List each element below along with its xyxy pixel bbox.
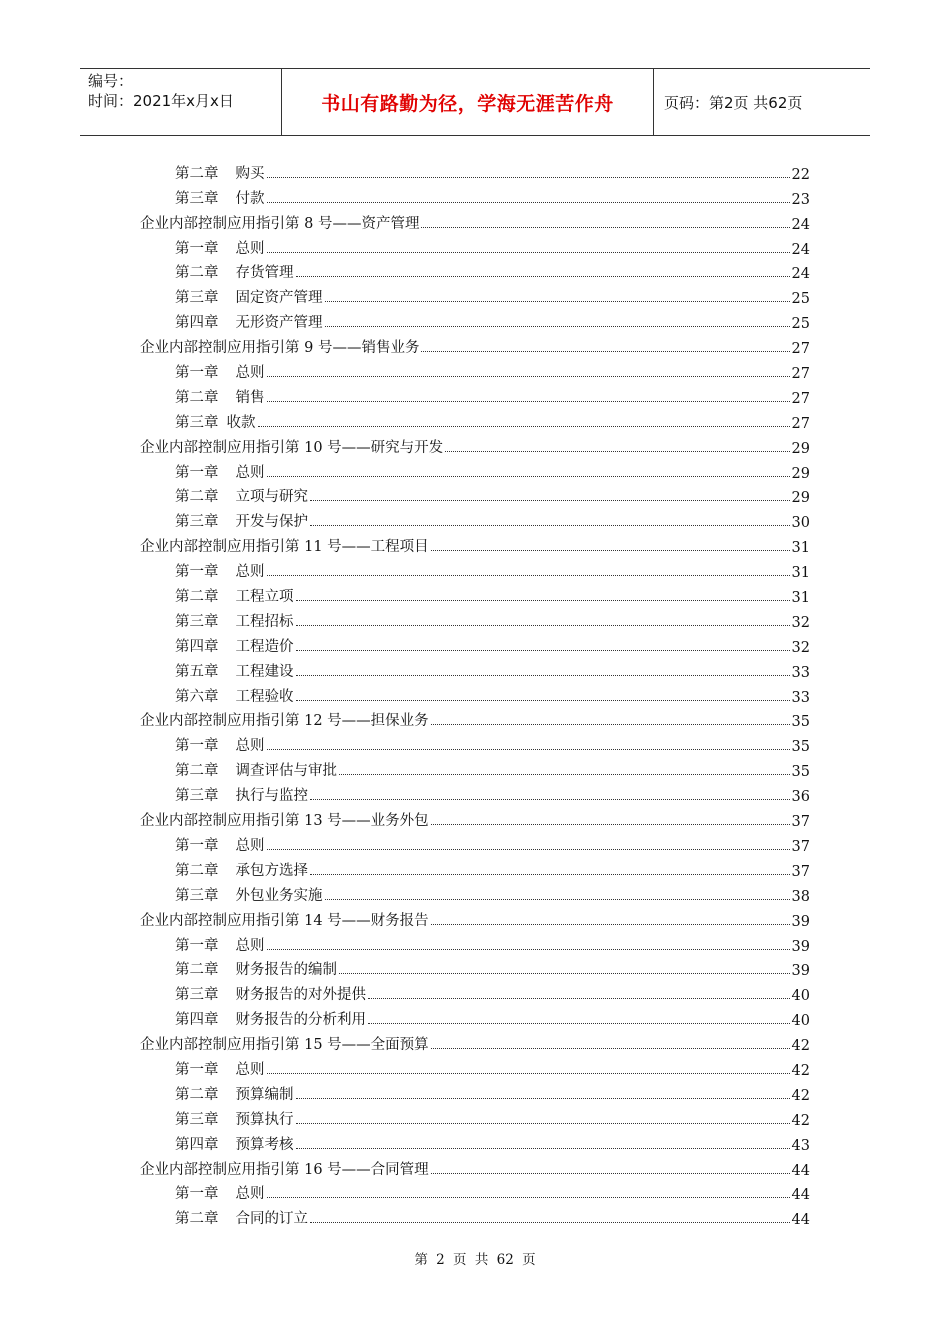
- toc-chapter-entry[interactable]: [140, 506, 810, 531]
- toc-dot-leader: [296, 625, 790, 626]
- toc-entry-title: 总则: [235, 464, 265, 481]
- toc-entry-label: [175, 311, 323, 332]
- toc-page-number: 29: [791, 440, 810, 457]
- footer-suffix: 页: [522, 1252, 536, 1268]
- toc-chapter-entry[interactable]: [140, 681, 810, 706]
- toc-entry-label: [175, 784, 308, 805]
- toc-chapter-number: 第二章: [175, 763, 219, 780]
- toc-entry-label: [175, 461, 265, 482]
- toc-page-number: 40: [791, 988, 810, 1005]
- toc-entry-label: [175, 1008, 366, 1029]
- toc-guideline-entry[interactable]: [140, 432, 810, 457]
- toc-entry-title: 企业内部控制应用指引第 11 号——工程项目: [140, 539, 429, 556]
- footer-prefix: 第: [414, 1252, 428, 1268]
- toc-entry-label: [140, 709, 429, 730]
- toc-entry-title: 购买: [235, 165, 265, 182]
- toc-chapter-number: 第二章: [175, 862, 219, 879]
- toc-dot-leader: [310, 799, 790, 800]
- toc-dot-leader: [267, 401, 790, 402]
- toc-chapter-number: 第三章: [175, 514, 219, 531]
- toc-page-number: 31: [791, 565, 810, 582]
- toc-dot-leader: [267, 202, 790, 203]
- toc-entry-title: 财务报告的对外提供: [235, 987, 366, 1004]
- toc-chapter-entry[interactable]: [140, 606, 810, 631]
- toc-chapter-number: 第一章: [175, 738, 219, 755]
- toc-dot-leader: [368, 1023, 790, 1024]
- toc-entry-label: [140, 212, 419, 233]
- toc-chapter-entry[interactable]: [140, 1129, 810, 1154]
- toc-dot-leader: [267, 949, 790, 950]
- toc-guideline-entry[interactable]: [140, 332, 810, 357]
- toc-dot-leader: [267, 177, 790, 178]
- toc-chapter-entry[interactable]: [140, 233, 810, 258]
- toc-chapter-entry[interactable]: [140, 1179, 810, 1204]
- toc-chapter-number: 第二章: [175, 962, 219, 979]
- toc-dot-leader: [445, 451, 789, 452]
- toc-entry-label: [175, 386, 265, 407]
- footer-mid2: 共: [474, 1252, 489, 1268]
- toc-chapter-entry[interactable]: [140, 656, 810, 681]
- toc-chapter-number: 第二章: [175, 1086, 219, 1103]
- toc-entry-label: [175, 1058, 265, 1079]
- toc-entry-title: 工程建设: [235, 663, 294, 680]
- toc-dot-leader: [296, 1148, 790, 1149]
- toc-entry-title: 预算编制: [235, 1086, 294, 1103]
- toc-chapter-number: 第三章: [175, 987, 219, 1004]
- toc-entry-label: [175, 834, 265, 855]
- toc-entry-title: 工程立项: [235, 589, 294, 606]
- toc-entry-title: 财务报告的分析利用: [235, 1012, 366, 1029]
- toc-page-number: 35: [791, 739, 810, 756]
- toc-entry-title: 总则: [235, 937, 265, 954]
- toc-entry-label: [175, 286, 323, 307]
- toc-entry-title: 固定资产管理: [235, 290, 323, 307]
- toc-dot-leader: [267, 376, 790, 377]
- toc-entry-label: [175, 685, 294, 706]
- doc-number-label: 编号：: [88, 72, 134, 90]
- toc-dot-leader: [296, 700, 790, 701]
- toc-entry-title: 总则: [235, 365, 265, 382]
- toc-entry-title: 立项与研究: [235, 489, 308, 506]
- toc-entry-label: [175, 585, 294, 606]
- toc-entry-title: 总则: [235, 564, 265, 581]
- toc-chapter-entry[interactable]: [140, 282, 810, 307]
- toc-entry-label: [175, 610, 294, 631]
- toc-entry-label: [175, 859, 308, 880]
- toc-guideline-entry[interactable]: [140, 1029, 810, 1054]
- toc-chapter-entry[interactable]: [140, 855, 810, 880]
- toc-entry-label: [140, 809, 429, 830]
- toc-dot-leader: [310, 525, 790, 526]
- toc-guideline-entry[interactable]: [140, 208, 810, 233]
- toc-chapter-entry[interactable]: [140, 1079, 810, 1104]
- toc-entry-label: [175, 237, 265, 258]
- toc-entry-label: [175, 361, 265, 382]
- toc-page-number: 31: [791, 540, 810, 557]
- toc-entry-label: [175, 934, 265, 955]
- toc-entry-title: 合同的订立: [235, 1211, 308, 1228]
- toc-chapter-number: 第一章: [175, 937, 219, 954]
- toc-chapter-number: 第二章: [175, 265, 219, 282]
- toc-page-number: 25: [791, 291, 810, 308]
- toc-page-number: 35: [791, 764, 810, 781]
- toc-page-number: 37: [791, 838, 810, 855]
- header-page-info-text: 页码：第2页 共62页: [664, 93, 803, 112]
- toc-page-number: 37: [791, 814, 810, 831]
- toc-page-number: 44: [791, 1187, 810, 1204]
- toc-page-number: 44: [791, 1212, 810, 1229]
- toc-dot-leader: [267, 476, 790, 477]
- toc-page-number: 27: [791, 415, 810, 432]
- toc-chapter-number: 第一章: [175, 464, 219, 481]
- toc-dot-leader: [431, 550, 790, 551]
- toc-entry-title: 工程验收: [235, 688, 294, 705]
- toc-chapter-number: 第一章: [175, 240, 219, 257]
- toc-chapter-entry[interactable]: [140, 1054, 810, 1079]
- toc-dot-leader: [267, 252, 790, 253]
- toc-entry-title: 企业内部控制应用指引第 12 号——担保业务: [140, 713, 429, 730]
- toc-chapter-number: 第一章: [175, 1061, 219, 1078]
- toc-dot-leader: [310, 1222, 790, 1223]
- toc-chapter-entry[interactable]: [140, 880, 810, 905]
- toc-entry-title: 企业内部控制应用指引第 14 号——财务报告: [140, 912, 429, 929]
- toc-chapter-number: 第二章: [175, 489, 219, 506]
- footer-mid1: 页: [453, 1252, 467, 1268]
- toc-chapter-entry[interactable]: [140, 482, 810, 507]
- toc-dot-leader: [296, 1123, 790, 1124]
- toc-entry-label: [175, 411, 256, 432]
- toc-dot-leader: [421, 351, 789, 352]
- toc-chapter-number: 第一章: [175, 1186, 219, 1203]
- toc-chapter-entry[interactable]: [140, 830, 810, 855]
- toc-entry-label: [140, 1033, 429, 1054]
- header-meta: [80, 69, 282, 135]
- toc-page-number: 25: [791, 316, 810, 333]
- toc-chapter-number: 第一章: [175, 837, 219, 854]
- toc-entry-label: [175, 1207, 308, 1228]
- toc-entry-label: [175, 1083, 294, 1104]
- toc-entry-label: [175, 261, 294, 282]
- toc-dot-leader: [431, 724, 790, 725]
- footer-current-page: 2: [436, 1252, 445, 1268]
- toc-entry-title: 存货管理: [235, 265, 294, 282]
- toc-dot-leader: [296, 675, 790, 676]
- toc-page-number: 44: [791, 1162, 810, 1179]
- toc-chapter-number: 第四章: [175, 1136, 219, 1153]
- toc-entry-title: 企业内部控制应用指引第 10 号——研究与开发: [140, 439, 444, 456]
- toc-entry-title: 总则: [235, 1186, 265, 1203]
- toc-entry-label: [175, 759, 337, 780]
- toc-dot-leader: [339, 774, 790, 775]
- toc-dot-leader: [325, 301, 790, 302]
- toc-entry-label: [175, 485, 308, 506]
- toc-entry-title: 调查评估与审批: [235, 763, 337, 780]
- toc-chapter-number: 第五章: [175, 663, 219, 680]
- toc-chapter-entry[interactable]: [140, 1104, 810, 1129]
- toc-chapter-number: 第三章: [175, 887, 219, 904]
- header-page-info: [654, 69, 870, 135]
- toc-chapter-number: 第六章: [175, 688, 219, 705]
- toc-dot-leader: [368, 998, 790, 999]
- toc-page-number: 39: [791, 963, 810, 980]
- toc-entry-title: 无形资产管理: [235, 315, 323, 332]
- toc-chapter-entry[interactable]: [140, 730, 810, 755]
- toc-entry-title: 外包业务实施: [235, 887, 323, 904]
- toc-page-number: 31: [791, 590, 810, 607]
- toc-entry-title: 销售: [235, 389, 265, 406]
- toc-entry-title: 总则: [235, 1061, 265, 1078]
- toc-page-number: 24: [791, 266, 810, 283]
- toc-entry-label: [175, 560, 265, 581]
- toc-dot-leader: [258, 426, 790, 427]
- toc-dot-leader: [267, 1073, 790, 1074]
- toc-chapter-entry[interactable]: [140, 307, 810, 332]
- toc-entry-title: 企业内部控制应用指引第 16 号——合同管理: [140, 1161, 429, 1178]
- toc-entry-title: 预算执行: [235, 1111, 294, 1128]
- toc-dot-leader: [296, 1098, 790, 1099]
- toc-entry-label: [175, 983, 366, 1004]
- toc-page-number: 27: [791, 366, 810, 383]
- toc-chapter-entry[interactable]: [140, 581, 810, 606]
- toc-page-number: 35: [791, 714, 810, 731]
- toc-chapter-number: 第二章: [175, 165, 219, 182]
- toc-chapter-number: 第二章: [175, 589, 219, 606]
- toc-chapter-entry[interactable]: [140, 631, 810, 656]
- toc-entry-label: [175, 884, 323, 905]
- toc-entry-label: [140, 909, 429, 930]
- doc-time-label: 时间：2021年x月x日: [88, 92, 234, 110]
- toc-guideline-entry[interactable]: [140, 805, 810, 830]
- toc-entry-label: [140, 1158, 429, 1179]
- toc-page-number: 32: [791, 614, 810, 631]
- toc-page-number: 39: [791, 938, 810, 955]
- toc-entry-title: 企业内部控制应用指引第 8 号——资产管理: [140, 215, 420, 232]
- toc-page-number: 42: [791, 1038, 810, 1055]
- toc-entry-title: 开发与保护: [235, 514, 308, 531]
- toc-page-number: 22: [791, 166, 810, 183]
- toc-chapter-entry[interactable]: [140, 158, 810, 183]
- toc-entry-label: [175, 162, 265, 183]
- toc-chapter-entry[interactable]: [140, 979, 810, 1004]
- toc-page-number: 42: [791, 1087, 810, 1104]
- toc-chapter-number: 第一章: [175, 564, 219, 581]
- toc-page-number: 37: [791, 863, 810, 880]
- toc-dot-leader: [431, 1048, 790, 1049]
- toc-entry-label: [140, 336, 419, 357]
- toc-dot-leader: [421, 227, 789, 228]
- toc-page-number: 24: [791, 216, 810, 233]
- toc-dot-leader: [267, 749, 790, 750]
- toc-entry-label: [175, 734, 265, 755]
- toc-dot-leader: [325, 899, 790, 900]
- toc-chapter-number: 第二章: [175, 389, 219, 406]
- toc-entry-title: 执行与监控: [235, 788, 308, 805]
- toc-dot-leader: [296, 650, 790, 651]
- toc-chapter-entry[interactable]: [140, 930, 810, 955]
- toc-guideline-entry[interactable]: [140, 706, 810, 731]
- toc-page-number: 29: [791, 490, 810, 507]
- toc-chapter-number: 第三章: [175, 613, 219, 630]
- toc-page-number: 33: [791, 689, 810, 706]
- toc-dot-leader: [431, 924, 790, 925]
- toc-entry-label: [140, 436, 443, 457]
- toc-guideline-entry[interactable]: [140, 531, 810, 556]
- page-footer: [0, 1248, 950, 1268]
- toc-chapter-entry[interactable]: [140, 556, 810, 581]
- toc-page-number: 29: [791, 465, 810, 482]
- toc-entry-title: 总则: [235, 837, 265, 854]
- toc-entry-title: 工程造价: [235, 638, 294, 655]
- toc-entry-label: [175, 510, 308, 531]
- toc-chapter-entry[interactable]: [140, 1203, 810, 1228]
- toc-chapter-entry[interactable]: [140, 1004, 810, 1029]
- toc-entry-label: [175, 660, 294, 681]
- toc-page-number: 33: [791, 664, 810, 681]
- toc-chapter-entry[interactable]: [140, 407, 810, 432]
- footer-total-pages: 62: [496, 1252, 514, 1268]
- toc-guideline-entry[interactable]: [140, 1154, 810, 1179]
- toc-chapter-number: 第四章: [175, 638, 219, 655]
- toc-chapter-number: 第三章: [175, 414, 219, 431]
- toc-chapter-entry[interactable]: [140, 780, 810, 805]
- toc-entry-title: 工程招标: [235, 613, 294, 630]
- toc-chapter-number: 第三章: [175, 190, 219, 207]
- toc-dot-leader: [339, 973, 790, 974]
- toc-page-number: 27: [791, 390, 810, 407]
- toc-chapter-number: 第三章: [175, 788, 219, 805]
- toc-chapter-entry[interactable]: [140, 183, 810, 208]
- toc-chapter-entry[interactable]: [140, 357, 810, 382]
- toc-dot-leader: [310, 874, 790, 875]
- toc-page-number: 40: [791, 1013, 810, 1030]
- toc-page-number: 24: [791, 241, 810, 258]
- toc-page-number: 36: [791, 789, 810, 806]
- toc-entry-label: [175, 635, 294, 656]
- toc-entry-title: 收款: [226, 414, 256, 431]
- toc-chapter-entry[interactable]: [140, 755, 810, 780]
- table-of-contents: [140, 158, 810, 1228]
- toc-entry-title: 财务报告的编制: [235, 962, 337, 979]
- toc-page-number: 30: [791, 515, 810, 532]
- header-motto: 书山有路勤为径，学海无涯苦作舟: [321, 92, 614, 115]
- toc-entry-label: [175, 958, 337, 979]
- toc-entry-title: 总则: [235, 738, 265, 755]
- toc-chapter-entry[interactable]: [140, 258, 810, 283]
- toc-chapter-entry[interactable]: [140, 457, 810, 482]
- toc-entry-label: [175, 187, 265, 208]
- toc-page-number: 43: [791, 1137, 810, 1154]
- toc-entry-title: 企业内部控制应用指引第 9 号——销售业务: [140, 340, 420, 357]
- toc-dot-leader: [267, 849, 790, 850]
- toc-chapter-number: 第四章: [175, 315, 219, 332]
- toc-page-number: 27: [791, 341, 810, 358]
- toc-chapter-number: 第一章: [175, 365, 219, 382]
- toc-dot-leader: [267, 1197, 790, 1198]
- page-header: [80, 68, 870, 136]
- toc-dot-leader: [267, 575, 790, 576]
- toc-dot-leader: [310, 500, 790, 501]
- toc-page-number: 42: [791, 1112, 810, 1129]
- toc-chapter-number: 第四章: [175, 1012, 219, 1029]
- toc-entry-title: 承包方选择: [235, 862, 308, 879]
- toc-chapter-entry[interactable]: [140, 382, 810, 407]
- toc-dot-leader: [431, 1173, 790, 1174]
- toc-chapter-number: 第三章: [175, 1111, 219, 1128]
- toc-chapter-entry[interactable]: [140, 955, 810, 980]
- toc-page-number: 42: [791, 1062, 810, 1079]
- toc-page-number: 38: [791, 888, 810, 905]
- toc-entry-title: 预算考核: [235, 1136, 294, 1153]
- toc-entry-label: [175, 1133, 294, 1154]
- toc-page-number: 23: [791, 191, 810, 208]
- toc-entry-label: [140, 535, 429, 556]
- toc-entry-title: 企业内部控制应用指引第 13 号——业务外包: [140, 813, 429, 830]
- toc-guideline-entry[interactable]: [140, 905, 810, 930]
- toc-dot-leader: [325, 326, 790, 327]
- header-motto-cell: [282, 69, 654, 135]
- toc-entry-title: 总则: [235, 240, 265, 257]
- toc-chapter-number: 第三章: [175, 290, 219, 307]
- toc-dot-leader: [296, 600, 790, 601]
- toc-entry-label: [175, 1182, 265, 1203]
- toc-chapter-number: 第二章: [175, 1211, 219, 1228]
- toc-entry-title: 付款: [235, 190, 265, 207]
- toc-dot-leader: [296, 276, 790, 277]
- toc-entry-label: [175, 1108, 294, 1129]
- toc-entry-title: 企业内部控制应用指引第 15 号——全面预算: [140, 1037, 429, 1054]
- toc-page-number: 32: [791, 639, 810, 656]
- toc-page-number: 39: [791, 913, 810, 930]
- toc-dot-leader: [431, 824, 790, 825]
